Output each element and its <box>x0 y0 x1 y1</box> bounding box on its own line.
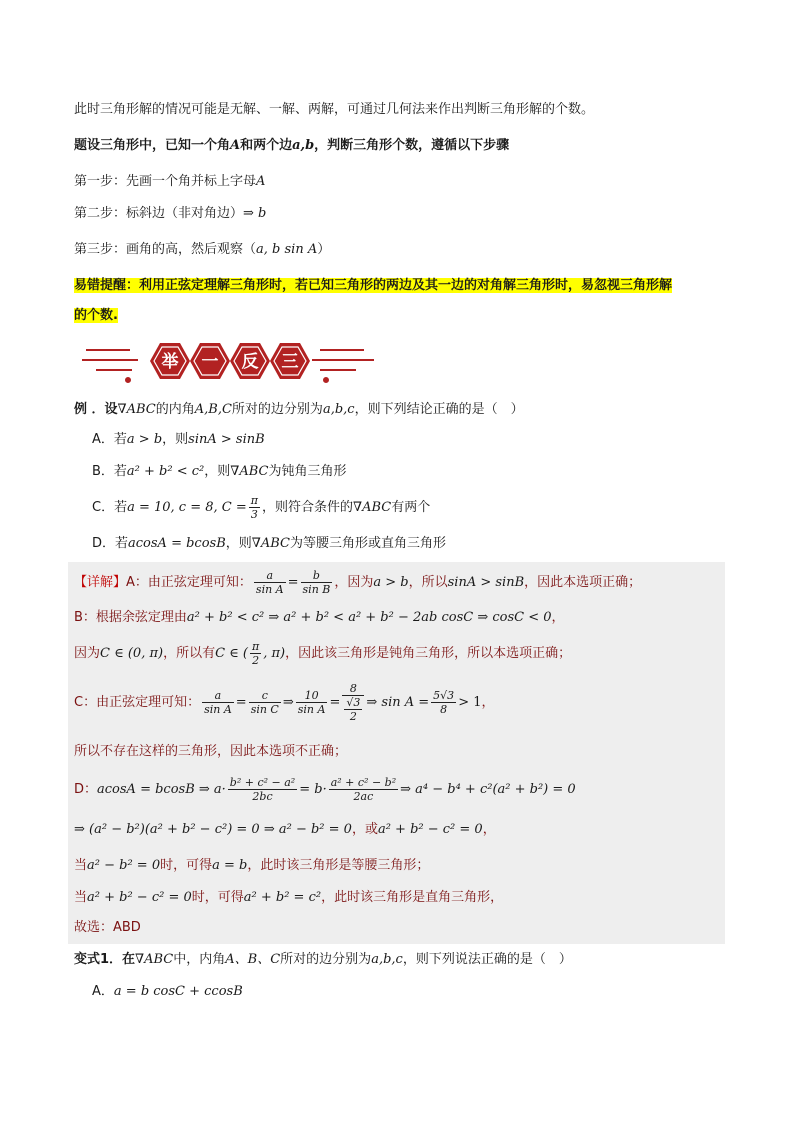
solution-line-6: D：acosA = bcosB ⇒ a· $\frac{\text{b² + c² − a²}}{2bc}$ = b· $\frac{\text{a² + c² − b²}}{2ac}$ ⇒ a⁴ − b⁴ + c²(a² + b²) = 0 <box>74 776 576 803</box>
solution-line-4: C：由正弦定理可知： $\frac{a}{\text{sin A}}$ = $\frac{c}{\text{sin C}}$ ⇒ $\frac{10}{\text{sin A}}$ = $\frac{8}{\frac{√3}{2}}$ ⇒ sin A = $\frac{5√3}{8}$ > 1， <box>74 682 495 723</box>
step-1: 第一步：先画一个角并标上字母A <box>74 174 266 189</box>
solution-line-2: B：根据余弦定理由a² + b² < c² ⇒ a² + b² < a² + b² − 2ab cosC ⇒ cosC < 0， <box>74 610 565 625</box>
step-3: 第三步：画角的高，然后观察（a, b sin A） <box>74 242 331 257</box>
example-option-a: A．若a > b，则sinA > sinB <box>92 432 265 447</box>
banner-left-ornament <box>82 350 138 382</box>
intro-line-1: 此时三角形解的情况可能是无解、一解、两解，可通过几何法来作出判断三角形解的个数。 <box>74 102 595 117</box>
example-option-b: B．若a² + b² < c²，则∇ABC为钝角三角形 <box>92 464 347 479</box>
variant-stem: 变式1．在∇ABC中，内角A、B、C所对的边分别为a,b,c，则下列说法正确的是（ ） <box>74 952 572 967</box>
intro-line-2: 题设三角形中，已知一个角A和两个边a,b，判断三角形个数，遵循以下步骤 <box>74 138 510 153</box>
banner-char-3: 反 <box>241 352 259 372</box>
banner-char-1: 举 <box>161 352 179 372</box>
solution-line-8: 当a² − b² = 0时，可得a = b，此时该三角形是等腰三角形； <box>74 858 430 873</box>
solution-line-9: 当a² + b² − c² = 0时，可得a² + b² = c²，此时该三角形是直角三角形， <box>74 890 504 905</box>
solution-line-7: ⇒ (a² − b²)(a² + b² − c²) = 0 ⇒ a² − b² = 0，或a² + b² − c² = 0， <box>74 822 496 837</box>
solution-answer: 故选：ABD <box>74 920 141 935</box>
variant-option-a: A．a = b cosC + ccosB <box>92 984 243 999</box>
example-option-d: D．若acosA = bcosB，则∇ABC为等腰三角形或直角三角形 <box>92 536 446 551</box>
example-option-c: C．若a = 10, c = 8, C = $\frac{\pi}{3}$ ，则符合条件的∇ABC有两个 <box>92 494 431 521</box>
solution-line-1: 【详解】A：由正弦定理可知： $\frac{a}{\text{sin A}}$ = $\frac{b}{\text{sin B}}$ ，因为a > b，所以sinA > sinB，因此本选项正确； <box>74 569 642 596</box>
solution-line-5: 所以不存在这样的三角形，因此本选项不正确； <box>74 744 348 759</box>
banner-char-4: 三 <box>281 352 299 372</box>
banner-right-ornament <box>312 350 374 382</box>
step-2: 第二步：标斜边（非对角边）⇒ b <box>74 206 267 221</box>
banner-char-2: 一 <box>201 352 219 372</box>
example-stem: 例 ．设∇ABC的内角A,B,C所对的边分别为a,b,c，则下列结论正确的是（ ） <box>74 402 524 417</box>
solution-line-3: 因为C ∈ (0, π)，所以有C ∈ ( $\frac{\pi}{2}$ , π)，因此该三角形是钝角三角形，所以本选项正确； <box>74 640 572 667</box>
warning-line-1: 易错提醒：利用正弦定理解三角形时，若已知三角形的两边及其一边的对角解三角形时，易忽视三角形解 <box>74 278 673 293</box>
banner-jvyifansan <box>80 334 380 388</box>
warning-line-2: 的个数. <box>74 308 118 323</box>
